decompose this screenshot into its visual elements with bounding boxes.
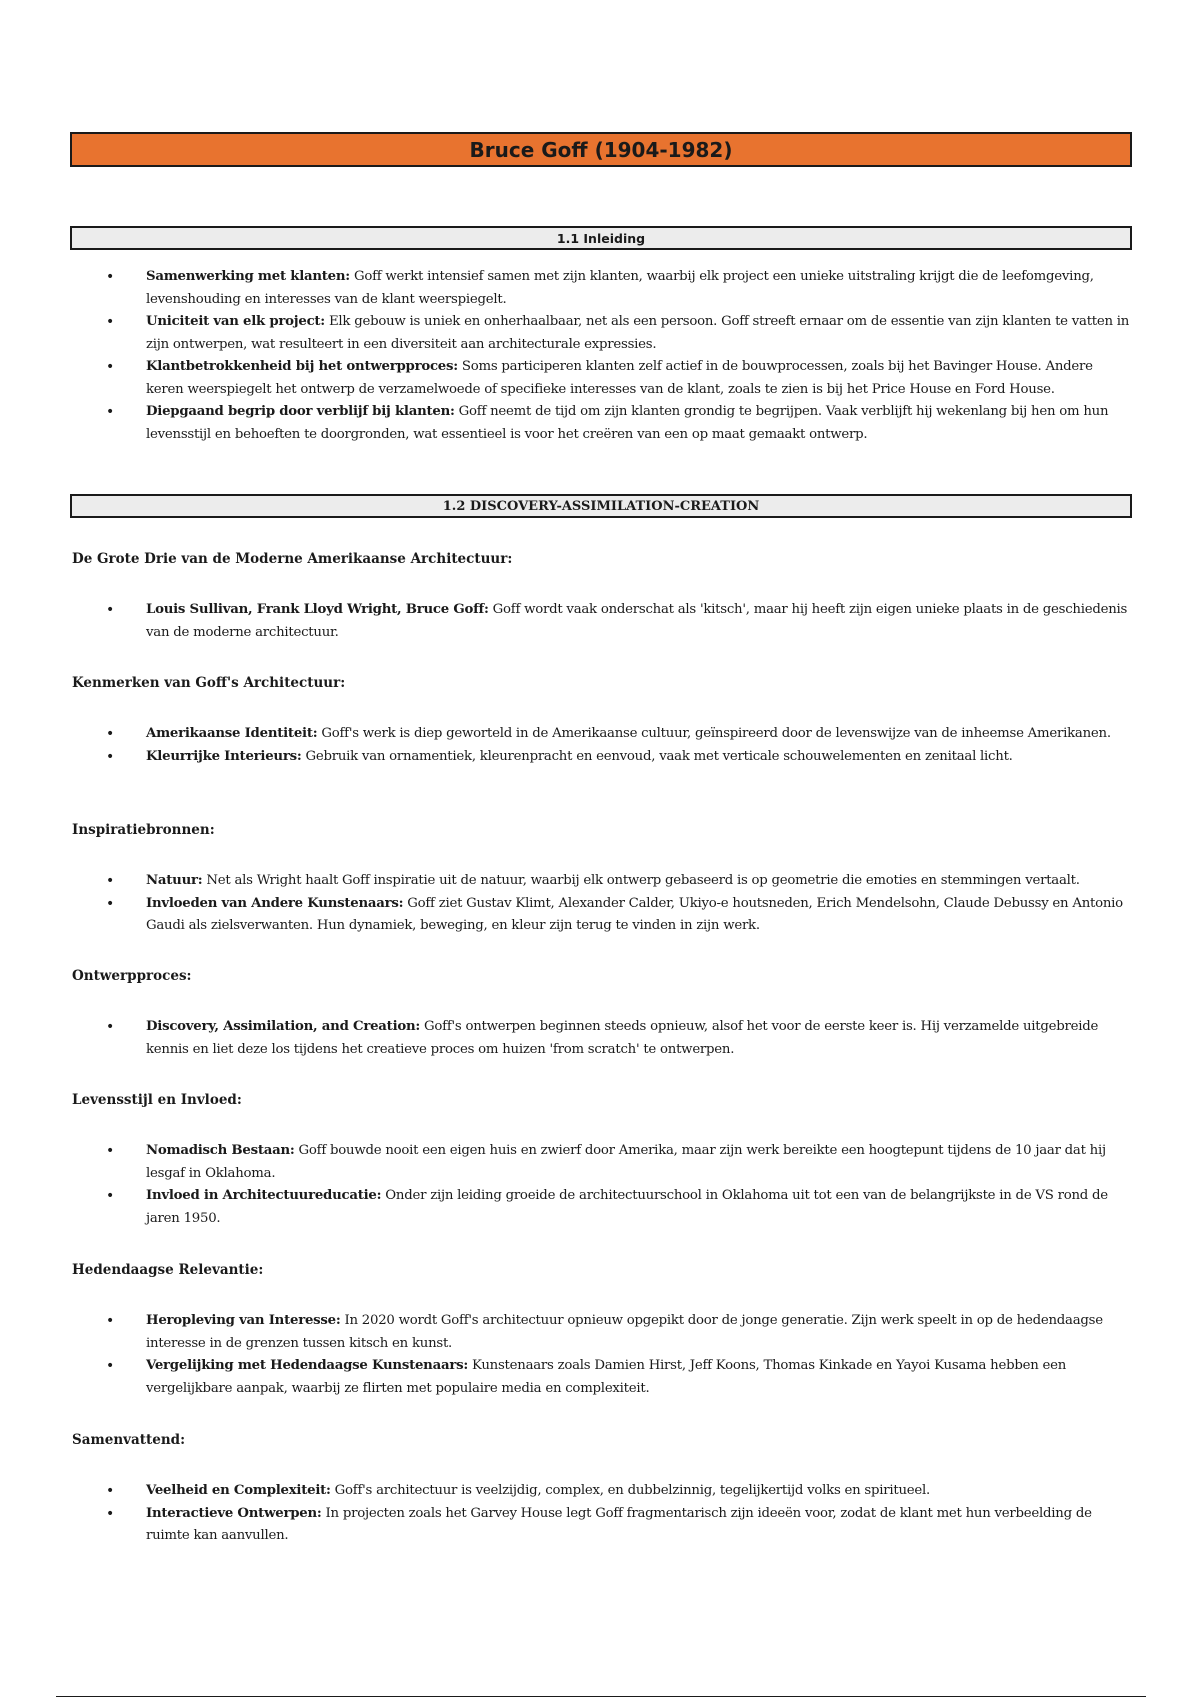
bullet-term: Vergelijking met Hedendaagse Kunstenaars: <box>146 1358 468 1373</box>
bullet-list <box>72 870 1132 938</box>
bullet-text: Goff's ontwerpen beginnen steeds opnieuw, alsof het voor de eerste keer is. Hij verzamelde uitgebreide kennis en liet deze los tijdens het creatieve proces om huizen 'from scratch' te ontwerpen. <box>146 1019 1099 1057</box>
bullet-icon: • <box>106 404 115 420</box>
list-item <box>72 266 1132 311</box>
list-item <box>72 746 1132 769</box>
bullet-text: Goff wordt vaak onderschat als 'kitsch', maar hij heeft zijn eigen unieke plaats in de geschiedenis van de moderne architectuur. <box>146 602 1128 640</box>
bullet-term: Invloeden van Andere Kunstenaars: <box>146 895 404 911</box>
bullet-icon: • <box>106 1313 115 1329</box>
bullet-term: Discovery, Assimilation, and Creation: <box>146 1019 421 1034</box>
bullet-term: Kleurrijke Interieurs: <box>146 748 302 764</box>
ontwerpproces-list-block <box>72 1016 1132 1061</box>
bullet-text: In projecten zoals het Garvey House legt Goff fragmentarisch zijn ideeën voor, zodat de klant met hun verbeelding de ruimte kan aanvullen. <box>146 1505 1092 1543</box>
subheading: De Grote Drie van de Moderne Amerikaanse Architectuur: <box>72 551 513 567</box>
list-item <box>72 870 1132 893</box>
section-header-discovery: 1.2 DISCOVERY-ASSIMILATION-CREATION <box>70 494 1132 518</box>
bullet-icon: • <box>106 748 115 765</box>
bullet-text: Elk gebouw is uniek en onherhaalbaar, net als een persoon. Goff streeft ernaar om de essentie van zijn klanten te vatten in zijn ontwerpen, wat resulteert in een diversiteit aan architecturale expressies. <box>146 314 1130 352</box>
bullet-text: Onder zijn leiding groeide de architectuurschool in Oklahoma uit tot een van de belangrijkste in de VS rond de jaren 1950. <box>146 1188 1108 1226</box>
subheading: Kenmerken van Goff's Architectuur: <box>72 675 346 691</box>
bullet-list <box>72 1310 1132 1400</box>
grote-drie-list-block <box>72 599 1132 644</box>
bullet-icon: • <box>106 359 115 375</box>
bullet-list <box>72 1140 1132 1230</box>
bullet-text: Goff werkt intensief samen met zijn klanten, waarbij elk project een unieke uitstraling krijgt die de leefomgeving, levenshouding en interesses van de klant weerspiegelt. <box>146 269 1094 307</box>
bullet-text: Soms participeren klanten zelf actief in de bouwprocessen, zoals bij het Bavinger House. Andere keren weerspiegelt het ontwerp de verzamelwoede of specifieke interesses van de klant, zoals te zien is bij het Price House en Ford House. <box>146 359 1093 397</box>
subheading: Levensstijl en Invloed: <box>72 1092 242 1108</box>
list-item <box>72 1355 1132 1400</box>
list-item <box>72 1310 1132 1355</box>
bullet-term: Louis Sullivan, Frank Lloyd Wright, Bruce Goff: <box>146 602 489 617</box>
list-item <box>72 893 1132 938</box>
bullet-text: Goff's werk is diep geworteld in de Amerikaanse cultuur, geïnspireerd door de levenswijze van de inheemse Amerikanen. <box>317 726 1111 741</box>
subheading-inspiratiebronnen <box>72 822 1132 838</box>
list-item <box>72 1140 1132 1185</box>
bullet-list <box>72 723 1132 768</box>
list-item <box>72 1503 1132 1548</box>
bullet-icon: • <box>106 1483 115 1499</box>
subheading-grote-drie <box>72 551 1132 567</box>
bullet-text: Goff neemt de tijd om zijn klanten grondig te begrijpen. Vaak verblijft hij wekenlang bij hen om hun levensstijl en behoeften te doorgronden, wat essentieel is voor het creëren van een op maat gemaakt ontwerp. <box>146 404 1109 442</box>
subheading: Ontwerpproces: <box>72 968 192 984</box>
bullet-icon: • <box>106 602 115 618</box>
bullet-term: Heropleving van Interesse: <box>146 1313 341 1328</box>
bullet-list <box>72 266 1132 446</box>
list-item <box>72 599 1132 644</box>
subheading-samenvattend <box>72 1432 1132 1448</box>
bullet-term: Invloed in Architectuureducatie: <box>146 1188 382 1203</box>
document-title: Bruce Goff (1904-1982) <box>70 132 1132 167</box>
bullet-term: Veelheid en Complexiteit: <box>146 1483 331 1498</box>
bullet-term: Klantbetrokkenheid bij het ontwerpproces: <box>146 359 458 374</box>
subheading: Inspiratiebronnen: <box>72 822 215 838</box>
list-item <box>72 723 1132 746</box>
bullet-list <box>72 1016 1132 1061</box>
bullet-icon: • <box>106 1188 115 1204</box>
bullet-icon: • <box>106 314 115 330</box>
levensstijl-list-block <box>72 1140 1132 1230</box>
bullet-icon: • <box>106 895 115 912</box>
list-item <box>72 401 1132 446</box>
list-item <box>72 311 1132 356</box>
bullet-term: Samenwerking met klanten: <box>146 269 350 284</box>
bullet-list <box>72 1480 1132 1548</box>
bullet-icon: • <box>106 1358 115 1374</box>
subheading: Hedendaagse Relevantie: <box>72 1262 264 1278</box>
bullet-text: Gebruik van ornamentiek, kleurenpracht en eenvoud, vaak met verticale schouwelementen en zenitaal licht. <box>301 748 1013 764</box>
samenvattend-list-block <box>72 1480 1132 1548</box>
kenmerken-list-block <box>72 723 1132 768</box>
subheading: Samenvattend: <box>72 1432 186 1448</box>
section-header-inleiding: 1.1 Inleiding <box>70 226 1132 250</box>
list-item <box>72 1185 1132 1230</box>
bullet-text: Kunstenaars zoals Damien Hirst, Jeff Koons, Thomas Kinkade en Yayoi Kusama hebben een vergelijkbare aanpak, waarbij ze flirten met populaire media en complexiteit. <box>146 1358 1067 1396</box>
bullet-icon: • <box>106 1143 115 1159</box>
bullet-text: Net als Wright haalt Goff inspiratie uit de natuur, waarbij elk ontwerp gebaseerd is op geometrie die emoties en stemmingen vertaalt. <box>202 873 1080 888</box>
list-item <box>72 356 1132 401</box>
hedendaagse-list-block <box>72 1310 1132 1400</box>
list-item <box>72 1480 1132 1503</box>
footer-divider <box>56 1696 1146 1697</box>
subheading-levensstijl <box>72 1092 1132 1108</box>
bullet-list <box>72 599 1132 644</box>
inspiratie-list-block <box>72 870 1132 938</box>
bullet-term: Diepgaand begrip door verblijf bij klanten: <box>146 404 455 419</box>
subheading-kenmerken <box>72 675 1132 691</box>
bullet-text: Goff bouwde nooit een eigen huis en zwierf door Amerika, maar zijn werk bereikte een hoogtepunt tijdens de 10 jaar dat hij lesgaf in Oklahoma. <box>146 1143 1106 1181</box>
bullet-icon: • <box>106 1505 115 1522</box>
bullet-icon: • <box>106 1019 115 1035</box>
bullet-text: Goff's architectuur is veelzijdig, complex, en dubbelzinnig, tegelijkertijd volks en spiritueel. <box>330 1483 930 1498</box>
bullet-term: Natuur: <box>146 873 203 888</box>
bullet-icon: • <box>106 726 115 742</box>
subheading-ontwerpproces <box>72 968 1132 984</box>
bullet-term: Amerikaanse Identiteit: <box>146 726 318 741</box>
bullet-icon: • <box>106 873 115 889</box>
bullet-term: Interactieve Ontwerpen: <box>146 1505 322 1521</box>
bullet-text: Goff ziet Gustav Klimt, Alexander Calder, Ukiyo-e houtsneden, Erich Mendelsohn, Claude Debussy en Antonio Gaudi als zielsverwanten. Hun dynamiek, beweging, en kleur zijn terug te vinden in zijn werk. <box>146 895 1123 933</box>
bullet-term: Nomadisch Bestaan: <box>146 1143 295 1158</box>
subheading-hedendaagse <box>72 1262 1132 1278</box>
bullet-term: Uniciteit van elk project: <box>146 314 325 329</box>
bullet-text: In 2020 wordt Goff's architectuur opnieuw opgepikt door de jonge generatie. Zijn werk speelt in op de hedendaagse interesse in de grenzen tussen kitsch en kunst. <box>146 1313 1103 1351</box>
bullet-icon: • <box>106 269 115 285</box>
intro-list-block <box>72 266 1132 446</box>
list-item <box>72 1016 1132 1061</box>
